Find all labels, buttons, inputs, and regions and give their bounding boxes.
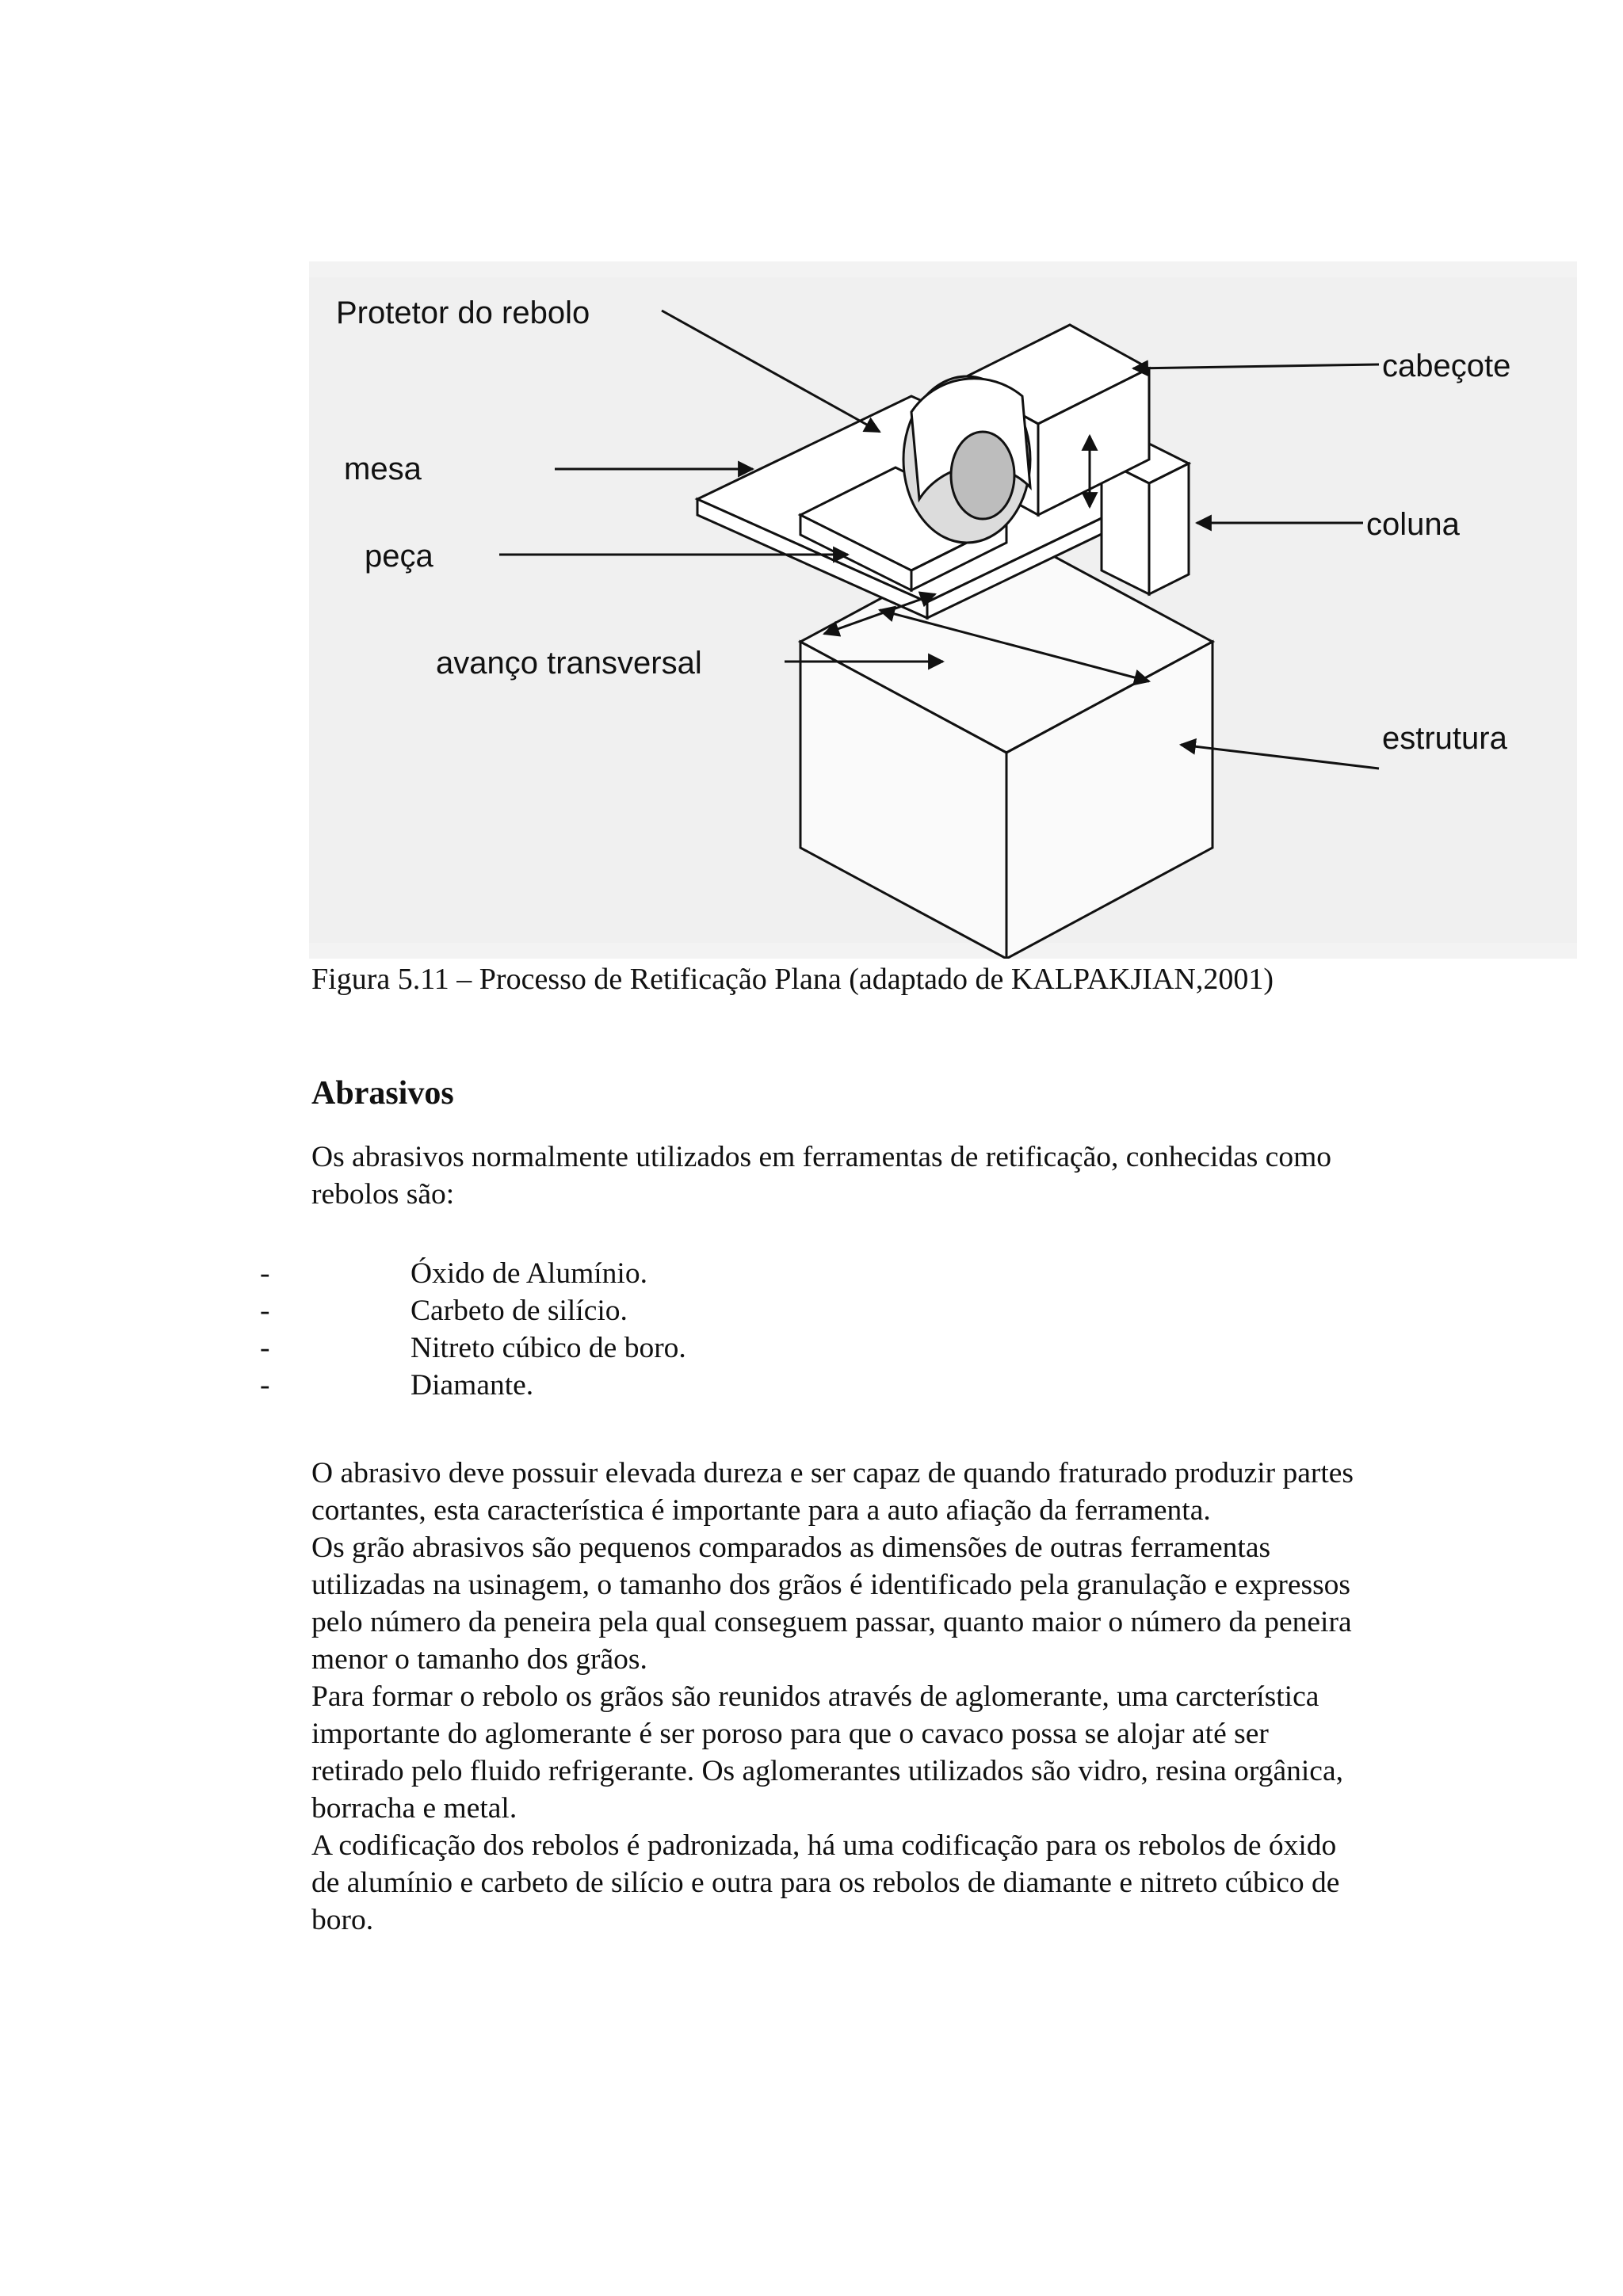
section-heading: Abrasivos <box>311 1075 454 1112</box>
list-item <box>260 1255 686 1292</box>
bullet-dash: - <box>260 1369 270 1402</box>
bullet-dash: - <box>260 1332 270 1364</box>
grinding-wheel <box>903 376 1030 543</box>
surface-grinder-diagram <box>309 261 1577 959</box>
label-protetor: Protetor do rebolo <box>336 296 590 330</box>
paragraph-hardness <box>311 1455 1484 1529</box>
figure-caption: Figura 5.11 – Processo de Retificação Plana (adaptado de KALPAKJIAN,2001) <box>311 963 1274 996</box>
paragraph-grain-size <box>311 1529 1484 1678</box>
list-item <box>260 1329 686 1367</box>
paragraph-bond <box>311 1678 1484 1827</box>
text-line: rebolos são: <box>311 1178 455 1211</box>
text-line: O abrasivo deve possuir elevada dureza e ser capaz de quando fraturado produzir partes <box>311 1457 1354 1489</box>
list-item-text: Carbeto de silício. <box>411 1295 628 1327</box>
text-line: menor o tamanho dos grãos. <box>311 1643 647 1676</box>
text-line: Para formar o rebolo os grãos são reunidos através de aglomerante, uma carcterística <box>311 1680 1319 1713</box>
paragraph-coding <box>311 1827 1484 1939</box>
text-line: importante do aglomerante é ser poroso para que o cavaco possa se alojar até ser <box>311 1718 1269 1750</box>
text-line: cortantes, esta característica é importante para a auto afiação da ferramenta. <box>311 1494 1211 1527</box>
text-line: borracha e metal. <box>311 1792 517 1825</box>
label-peca: peça <box>365 539 433 574</box>
label-cabecote: cabeçote <box>1382 349 1511 383</box>
label-coluna: coluna <box>1366 507 1460 542</box>
text-line: utilizadas na usinagem, o tamanho dos grãos é identificado pela granulação e expressos <box>311 1569 1351 1601</box>
label-avanco: avanço transversal <box>436 646 702 681</box>
label-mesa: mesa <box>344 452 422 486</box>
text-line: de alumínio e carbeto de silício e outra para os rebolos de diamante e nitreto cúbico de <box>311 1867 1340 1899</box>
intro-paragraph <box>311 1138 1484 1213</box>
bullet-dash: - <box>260 1257 270 1290</box>
surface-grinding-figure <box>309 261 1577 959</box>
abrasives-list <box>260 1255 686 1404</box>
text-line: A codificação dos rebolos é padronizada, há uma codificação para os rebolos de óxido <box>311 1829 1337 1862</box>
bullet-dash: - <box>260 1295 270 1327</box>
text-line: pelo número da peneira pela qual conseguem passar, quanto maior o número da peneira <box>311 1606 1352 1638</box>
text-line: Os grão abrasivos são pequenos comparados as dimensões de outras ferramentas <box>311 1531 1271 1564</box>
list-item-text: Diamante. <box>411 1369 534 1402</box>
list-item <box>260 1292 686 1329</box>
text-line: boro. <box>311 1904 374 1936</box>
list-item-text: Nitreto cúbico de boro. <box>411 1332 686 1364</box>
text-line: retirado pelo fluido refrigerante. Os aglomerantes utilizados são vidro, resina orgânica, <box>311 1755 1343 1787</box>
list-item-text: Óxido de Alumínio. <box>411 1257 647 1290</box>
label-estrutura: estrutura <box>1382 721 1507 756</box>
text-line: Os abrasivos normalmente utilizados em ferramentas de retificação, conhecidas como <box>311 1141 1331 1173</box>
list-item <box>260 1367 686 1404</box>
